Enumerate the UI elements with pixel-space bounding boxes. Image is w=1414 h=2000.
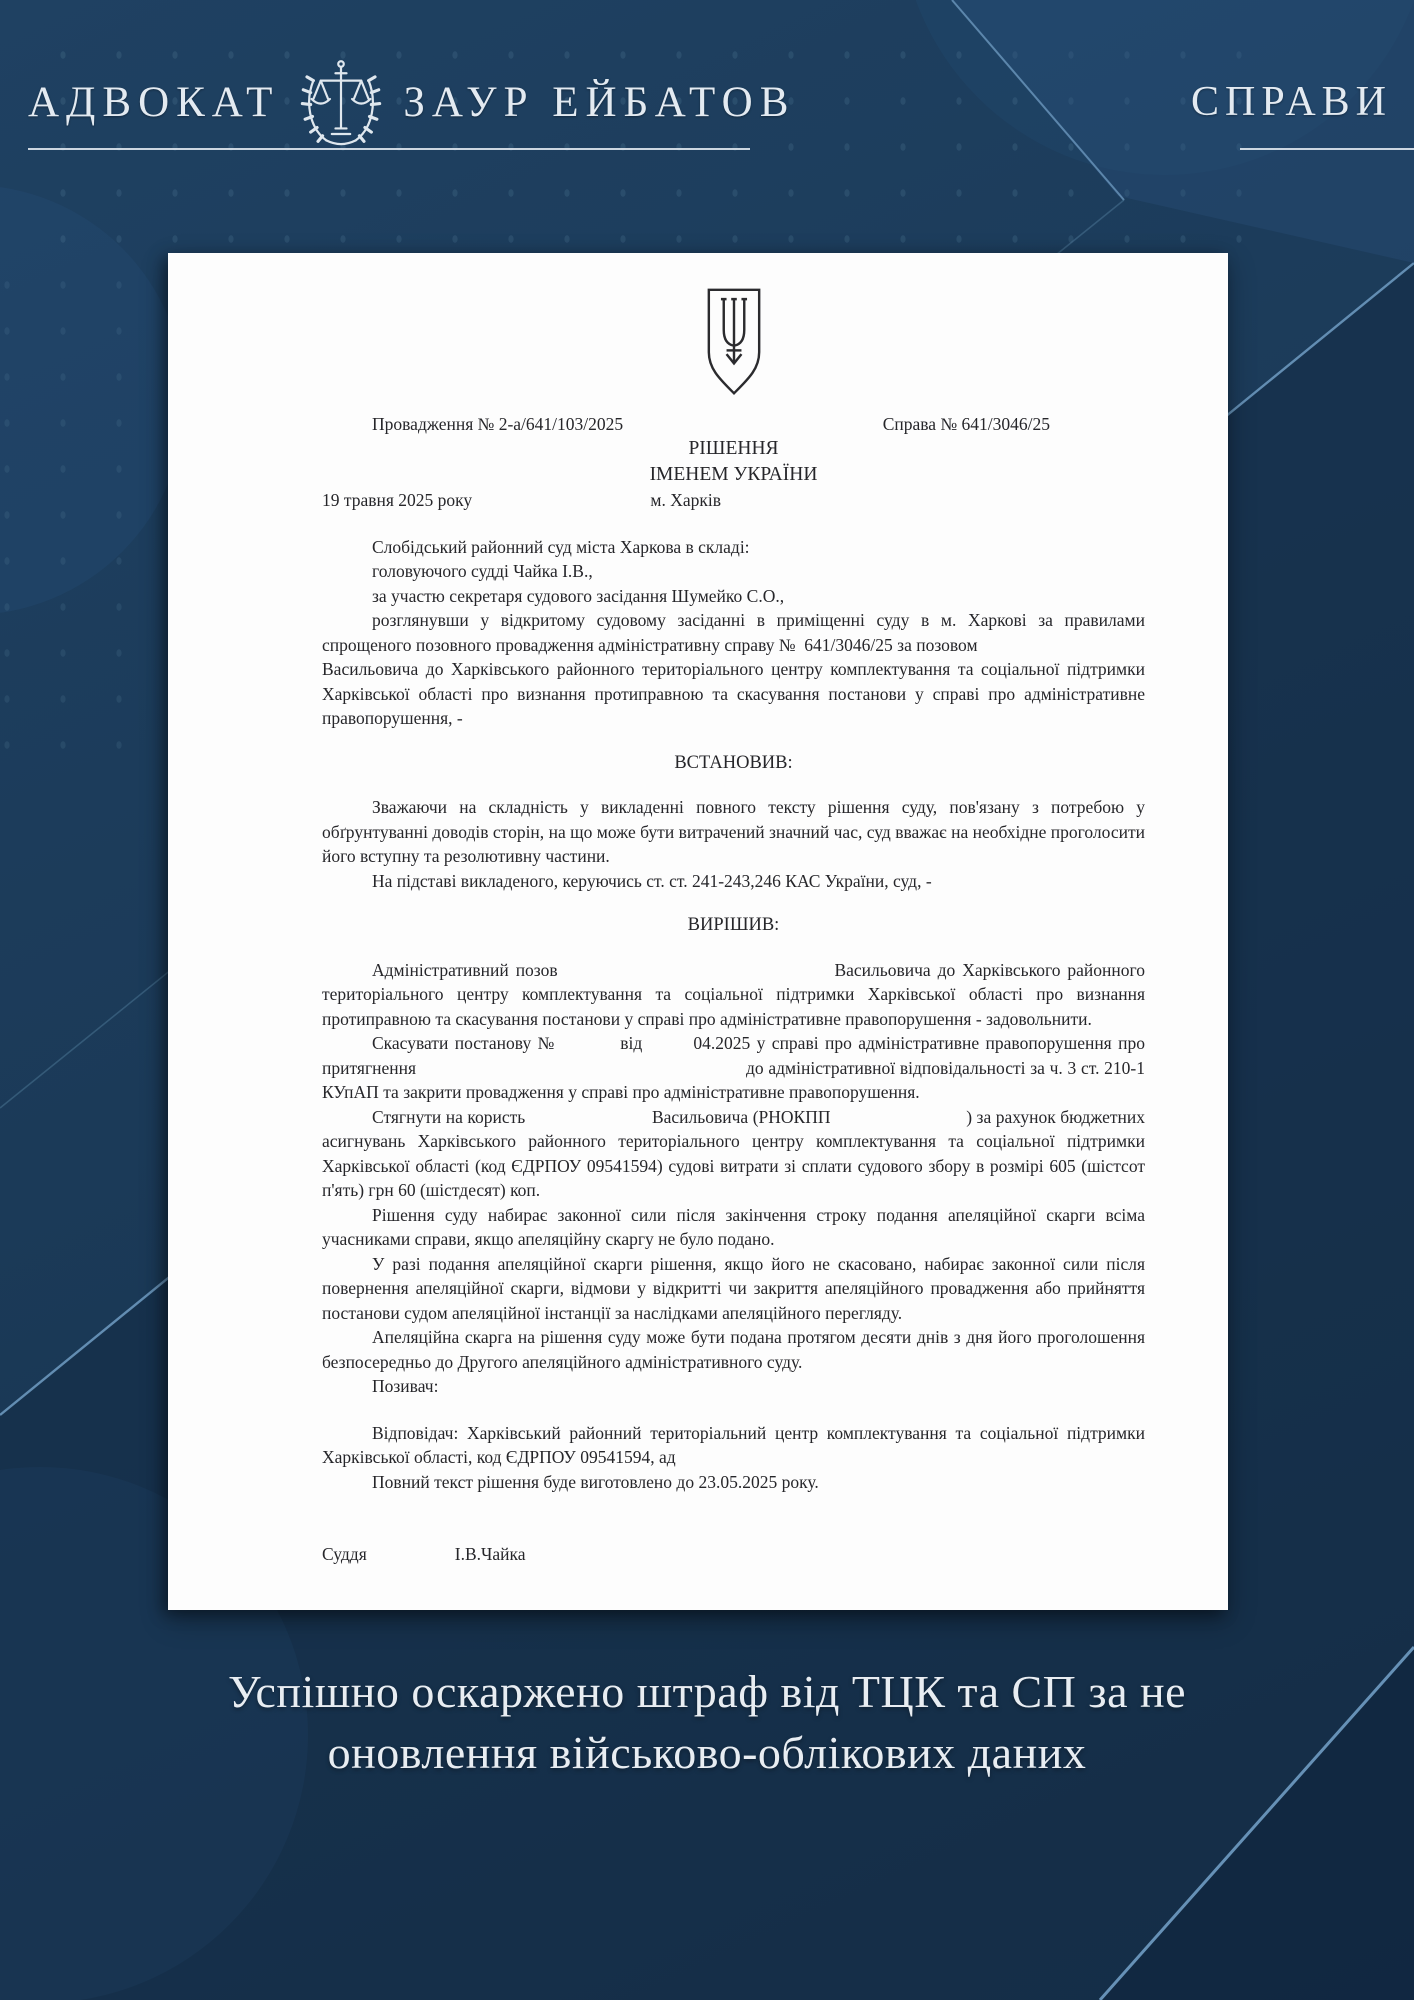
doc-paragraph: Відповідач: Харківський районний територіальний центр комплектування та соціальної підтримки Харківської області, код ЄДРПОУ 09541594, ад	[322, 1422, 1145, 1467]
doc-paragraph: Рішення суду набирає законної сили після закінчення строку подання апеляційної скарги всіма учасниками справи, якщо апеляційну скаргу не було подано.	[322, 1204, 1145, 1249]
brand-name-left: АДВОКАТ	[28, 78, 280, 126]
doc-paragraph: Позивач:	[372, 1376, 439, 1396]
brand-underline	[28, 148, 750, 150]
doc-paragraph: Зважаючи на складність у викладенні повного тексту рішення суду, пов'язану з потребою у обґрунтуванні доводів сторін, на що може бути витрачений значний час, суд вважає на необхідне проголосити його вступну та резолютивну частини.	[322, 797, 1145, 866]
judge-name: І.В.Чайка	[454, 1544, 526, 1564]
section-title: СПРАВИ	[1190, 79, 1392, 125]
doc-paragraph: розглянувши у відкритому судовому засіданні в приміщенні суду в м. Харкові за правилами спрощеного позовного провадження адміністративну справу № 641/3046/25 за позовом	[322, 610, 1145, 655]
judge-label: Суддя	[322, 1544, 367, 1564]
doc-paragraph: за участю секретаря судового засідання Шумейко С.О.,	[372, 585, 785, 606]
court-decision-page	[168, 253, 1228, 1610]
doc-paragraph: Адміністративний позов Васильовича до Харківського районного територіального центру комплектування та соціальної підтримки Харківської області про визнання протиправною та скасування постанови у справі про адміністративне правопорушення - задовольнити.	[322, 959, 1145, 1029]
decision-title: РІШЕННЯ	[688, 438, 779, 459]
doc-paragraph: Апеляційна скарга на рішення суду може бути подана протягом десяти днів з дня його проголошення безпосередньо до Другого апеляційного адміністративного суду.	[322, 1327, 1145, 1372]
section-heading-established: ВСТАНОВИВ:	[674, 752, 793, 773]
doc-paragraph: Слобідський районний суд міста Харкова в складі:	[372, 536, 750, 557]
doc-paragraph: Повний текст рішення буде виготовлено до 23.05.2025 року.	[372, 1471, 819, 1492]
caption-line-1: Успішно оскаржено штраф від ТЦК та СП за не	[227, 1666, 1187, 1717]
doc-paragraph: На підставі викладеного, керуючись ст. ст. 241-243,246 КАС України, суд, -	[372, 870, 932, 891]
judge-row	[322, 1542, 1145, 1567]
case-header-row	[322, 412, 1145, 437]
trident-of-ukraine-icon	[703, 287, 765, 397]
caption-line-2: оновлення військово-облікових даних	[327, 1726, 1087, 1778]
doc-paragraph: Скасувати постанову № від 04.2025 у справі про адміністративне правопорушення про притягнення до адміністративної відповідальності за ч. 3 ст. 210-1 КУпАП та закрити провадження у справі про адміністративне правопорушення.	[322, 1033, 1145, 1102]
scales-of-justice-icon	[295, 50, 387, 148]
doc-paragraph: головуючого судді Чайка І.В.,	[372, 561, 593, 581]
section-underline	[1240, 148, 1414, 150]
emblem-wrap	[322, 287, 1145, 404]
caption	[0, 1662, 1414, 1783]
dot-pattern	[0, 255, 160, 765]
decision-date: 19 травня 2025 року	[322, 490, 473, 510]
decision-subtitle: ІМЕНЕМ УКРАЇНИ	[649, 464, 818, 485]
brand-name-right: ЗАУР ЕЙБАТОВ	[403, 78, 796, 126]
section-heading-decided: ВИРІШИВ:	[687, 915, 780, 935]
date-row	[322, 488, 1145, 513]
case-number: Справа № 641/3046/25	[882, 413, 1050, 434]
doc-paragraph: Стягнути на користь Васильовича (РНОКПП ) за рахунок бюджетних асигнувань Харківського районного територіального центру комплектування та соціальної підтримки Харківської області (код ЄДРПОУ 09541594) судові витрати зі сплати судового збору в розмірі 605 (шістсот п'ять) грн 60 (шістдесят) коп.	[322, 1106, 1145, 1200]
header-brand	[28, 64, 795, 140]
doc-paragraph: Васильовича до Харківського районного територіального центру комплектування та соціальної підтримки Харківської області про визнання протиправною та скасування постанови у справі про адміністративне правопорушення, -	[322, 659, 1145, 728]
decision-city: м. Харків	[650, 490, 721, 510]
doc-paragraph: У разі подання апеляційної скарги рішення, якщо його не скасовано, набирає законної сили після повернення апеляційної скарги, відмови у відкритті чи закриття апеляційного провадження або прийняття постанови судом апеляційної інстанції за наслідками апеляційного перегляду.	[322, 1253, 1145, 1323]
proceeding-number: Провадження № 2-а/641/103/2025	[372, 413, 624, 434]
